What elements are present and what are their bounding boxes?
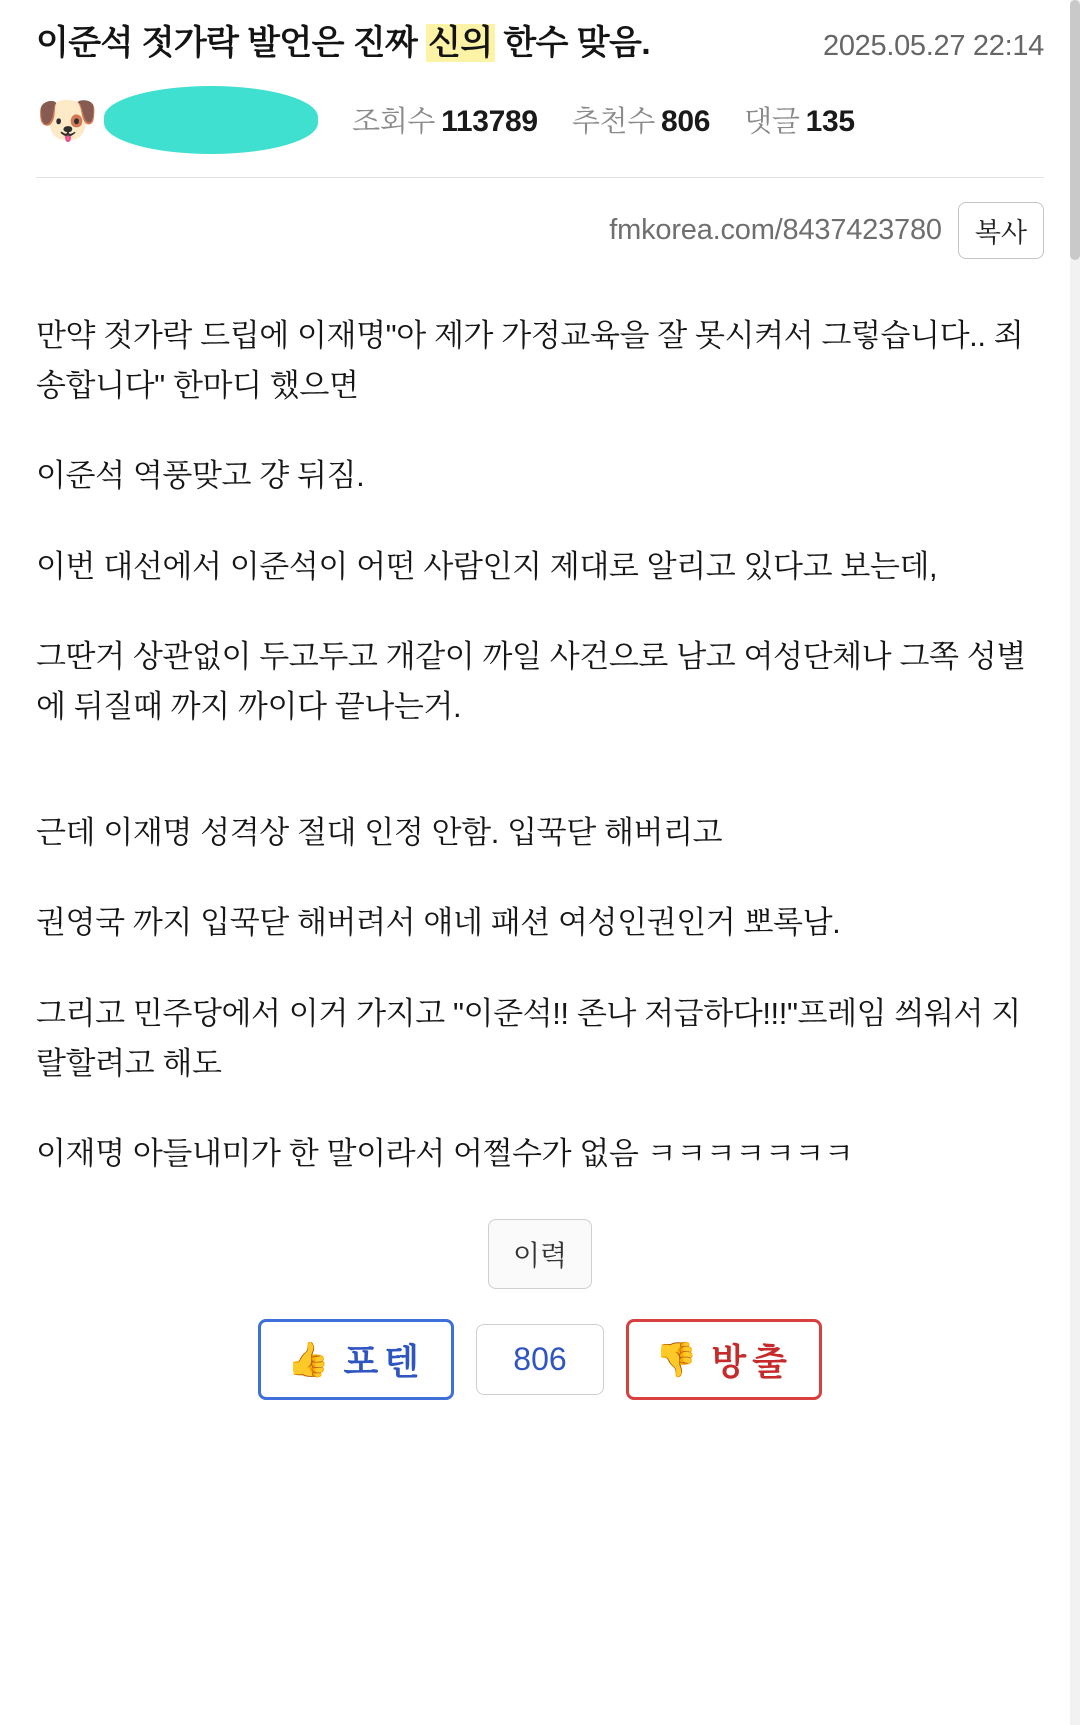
author-name-redacted (104, 86, 318, 154)
stat-views-value: 113789 (441, 105, 538, 139)
title-highlight: 신의 (428, 24, 493, 62)
copy-button[interactable]: 복사 (958, 202, 1044, 259)
title-text-before: 이준석 젓가락 발언은 진짜 (36, 24, 427, 62)
avatar: 🐶 (36, 91, 99, 148)
post-paragraph: 이번 대선에서 이준석이 어떤 사람인지 제대로 알리고 있다고 보는데, (36, 548, 938, 584)
stat-comments (744, 99, 855, 140)
title-text-after: 한수 맞음. (494, 24, 651, 62)
stat-comments-label: 댓글 (744, 106, 800, 139)
stat-recommends (572, 99, 710, 140)
page-title (36, 20, 650, 67)
stat-views (352, 99, 538, 140)
thumbs-up-icon: 👍 (287, 1340, 330, 1379)
downvote-button[interactable] (626, 1319, 822, 1400)
stat-comments-value: 135 (805, 105, 855, 139)
post-paragraph: 만약 젓가락 드립에 이재명"아 제가 가정교육을 잘 못시켜서 그렇습니다.. 죄송합니다" 한마디 했으면 (36, 317, 1024, 404)
post-timestamp: 2025.05.27 22:14 (823, 30, 1044, 62)
scrollbar-thumb[interactable] (1070, 0, 1080, 260)
post-paragraph: 이재명 아들내미가 한 말이라서 어쩔수가 없음 ㅋㅋㅋㅋㅋㅋㅋ (36, 1136, 854, 1172)
post-meta (36, 85, 1044, 155)
stat-recommends-value: 806 (660, 105, 711, 139)
source-url[interactable]: fmkorea.com/8437423780 (609, 213, 942, 246)
post-header (36, 0, 1044, 67)
post-paragraph: 근데 이재명 성격상 절대 인정 안함. 입꾹닫 해버리고 (36, 815, 723, 851)
history-button[interactable]: 이력 (488, 1219, 592, 1289)
post-paragraph: 그딴거 상관없이 두고두고 개같이 까일 사건으로 남고 여성단체나 그쪽 성별에 뒤질때 까지 까이다 끝나는거. (36, 638, 1026, 724)
post-paragraph: 이준석 역풍맞고 걍 뒤짐. (36, 458, 365, 494)
vote-count: 806 (476, 1324, 604, 1395)
upvote-label: 포텐 (343, 1341, 425, 1383)
history-row (36, 1219, 1044, 1289)
source-link-row (36, 202, 1044, 259)
stat-views-label: 조회수 (352, 106, 436, 139)
header-divider (36, 177, 1044, 178)
post-paragraph: 그리고 민주당에서 이거 가지고 "이준석!! 존나 저급하다!!!"프레임 씌워서 지랄할려고 해도 (36, 995, 1021, 1081)
post-body (36, 311, 1044, 1179)
post-paragraph: 권영국 까지 입꾹닫 해버려서 얘네 패션 여성인권인거 뽀록남. (36, 905, 841, 941)
scrollbar-track[interactable] (1070, 0, 1080, 1725)
downvote-label: 방출 (711, 1341, 793, 1383)
thumbs-down-icon: 👎 (655, 1340, 698, 1379)
upvote-button[interactable] (258, 1319, 454, 1400)
vote-row (36, 1319, 1044, 1400)
stat-recommends-label: 추천수 (571, 106, 655, 139)
